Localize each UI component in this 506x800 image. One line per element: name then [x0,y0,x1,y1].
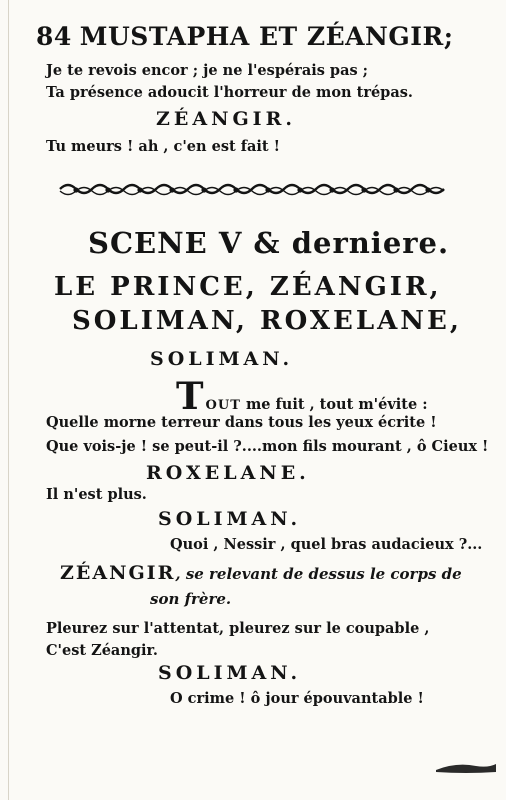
running-header [36,22,453,51]
speaker-name: SOLIMAN. [150,348,294,370]
verse-line: O crime ! ô jour épouvantable ! [170,690,424,707]
ink-smudge [436,760,496,774]
page-number: 84 [36,22,72,51]
verse-text: me fuit , tout m'évite : [240,396,428,413]
verse-line: Pleurez sur l'attentat, pleurez sur le coupable , [46,620,430,637]
verse-line: C'est Zéangir. [46,642,158,659]
speaker-name: SOLIMAN. [158,662,302,684]
speaker-name: ZÉANGIR [60,562,176,584]
scene-heading: SCENE V & derniere. [88,226,450,260]
speaker-with-stage-direction [60,562,462,584]
speaker-name: ROXELANE. [146,462,310,484]
page-fold-line [8,0,9,800]
drop-cap: T [176,374,204,418]
verse-line: Je te revois encor ; je ne l'espérais pas ; [46,62,369,79]
verse-line: Quelle morne terreur dans tous les yeux écrite ! [46,414,437,431]
verse-line: Que vois-je ! se peut-il ?....mon fils mourant , ô Cieux ! [46,438,489,455]
verse-line: Tu meurs ! ah , c'en est fait ! [46,138,280,155]
speaker-name: ZÉANGIR. [156,108,296,130]
verse-line: Quoi , Nessir , quel bras audacieux ?... [170,536,483,553]
running-title: MUSTAPHA ET ZÉANGIR [79,22,444,51]
stage-direction: , se relevant de dessus le corps de [175,565,462,583]
running-title-mark: ; [443,22,454,51]
verse-line-dropcap [176,374,428,418]
character-list-line: LE PRINCE, ZÉANGIR, [54,272,442,302]
verse-line: Ta présence adoucit l'horreur de mon trépas. [46,84,413,101]
ornamental-rule [58,178,448,200]
speaker-name: SOLIMAN. [158,508,302,530]
verse-line: Il n'est plus. [46,486,147,503]
stage-direction: son frère. [150,590,232,608]
small-caps-word: OUT [205,398,241,413]
character-list-line: SOLIMAN, ROXELANE, [72,306,462,336]
